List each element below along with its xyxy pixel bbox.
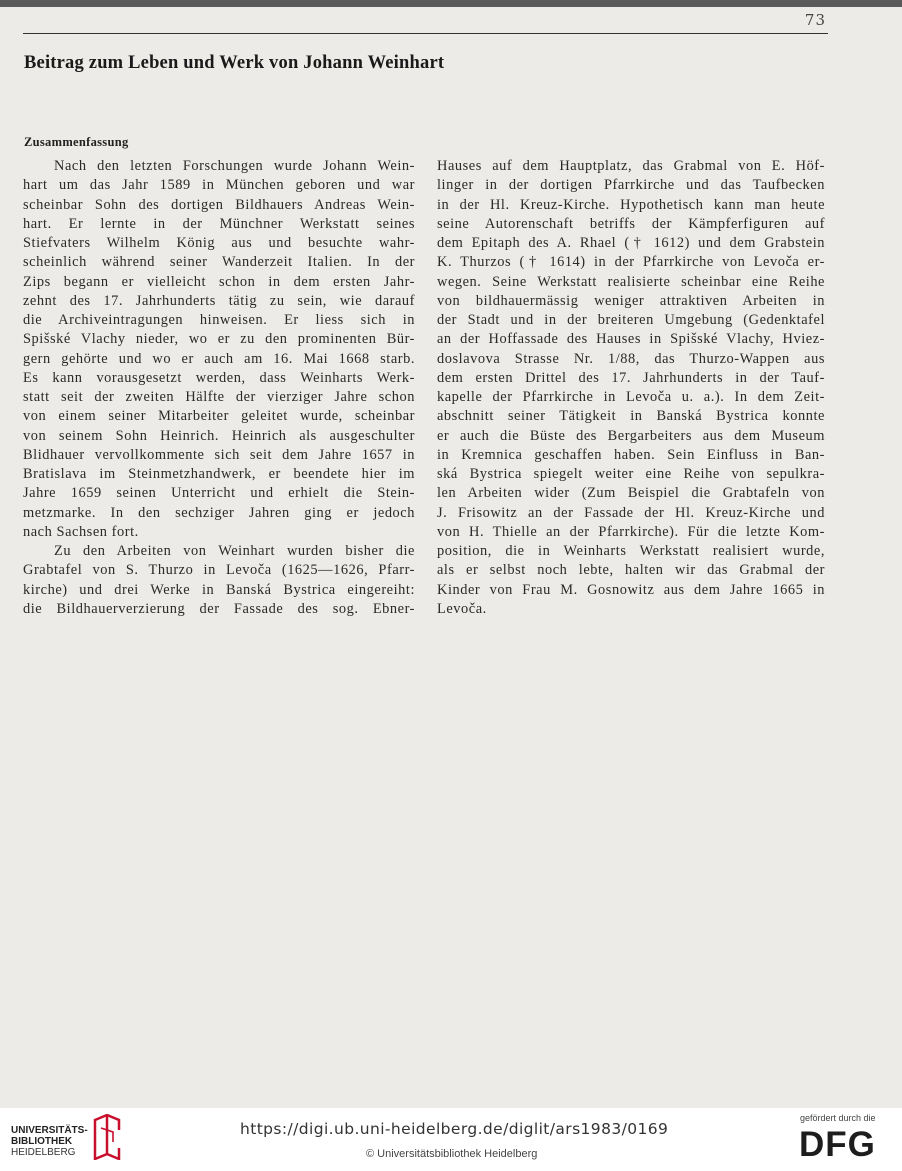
dfg-caption: gefördert durch die	[800, 1113, 876, 1123]
text-line: wegen. Seine Werkstatt realisierte scheinbar eine Reihe	[437, 273, 825, 290]
text-line: von seinem Sohn Heinrich. Heinrich als ausgeschulter	[23, 427, 415, 444]
text-line: Hauses auf dem Hauptplatz, das Grabmal von E. Höf-	[437, 158, 825, 174]
library-emblem-icon	[91, 1114, 127, 1160]
text-line: die Bildhauerverzierung der Fassade des sog. Ebner-	[23, 600, 415, 617]
text-line: nach Sachsen fort.	[23, 523, 139, 540]
text-line: statt seit der zweiten Hälfte der vierziger Jahre schon	[23, 389, 415, 405]
permalink-url[interactable]: https://digi.ub.uni-heidelberg.de/diglit/ars1983/0169	[240, 1120, 669, 1138]
footer-bar	[0, 1108, 902, 1171]
copyright-notice: © Universitätsbibliothek Heidelberg	[366, 1148, 538, 1160]
text-line: K. Thurzos († 1614) in der Pfarrkirche von Levoča er-	[437, 254, 825, 271]
text-line: Grabtafel von S. Thurzo in Levoča (1625—1626, Pfarr-	[23, 562, 415, 579]
text-line: die Archiveintragungen hinweisen. Er liess sich in	[23, 312, 415, 328]
header-rule	[23, 33, 828, 34]
text-line: in der Hl. Kreuz-Kirche. Hypothetisch kann man heute	[437, 196, 825, 213]
university-library-logo[interactable]	[11, 1111, 131, 1163]
text-line: kirche) und drei Werke in Banská Bystrica eingereiht:	[23, 581, 415, 598]
page-number: 73	[804, 11, 826, 29]
text-line: in Kremnica geschaffen haben. Sein Einfluss in Ban-	[437, 446, 825, 463]
text-line: doslavova Strasse Nr. 1/88, das Thurzo-Wappen aus	[437, 350, 825, 367]
text-line: len Arbeiten wider (Zum Beispiel die Grabtafeln von	[437, 485, 825, 502]
section-heading: Zusammenfassung	[24, 135, 129, 149]
text-line: ská Bystrica spiegelt weiter eine Reihe von sepulkra-	[437, 466, 825, 482]
dfg-logo: DFG	[799, 1125, 876, 1164]
text-line: metzmarke. In den sechziger Jahren ging er jedoch	[23, 504, 415, 521]
text-line: position, die in Weinharts Werkstatt realisiert wurde,	[437, 543, 825, 559]
text-line: Spišské Vlachy nieder, wo er zu den prominenten Bür-	[23, 331, 415, 348]
text-line: Jahre 1659 seinen Unterricht und erhielt die Stein-	[23, 485, 415, 502]
logo-line-3: HEIDELBERG	[11, 1147, 76, 1158]
top-bar	[0, 0, 902, 7]
text-line: gern gehörte und wo er auch am 16. Mai 1668 starb.	[23, 350, 415, 367]
text-line: Kinder von Frau M. Gosnowitz aus dem Jahre 1665 in	[437, 581, 825, 598]
text-line: der Stadt und in der breiteren Umgebung (Gedenktafel	[437, 312, 825, 328]
text-line: zehnt des 17. Jahrhunderts tätig zu sein, wie darauf	[23, 292, 415, 309]
article-title: Beitrag zum Leben und Werk von Johann Weinhart	[24, 53, 445, 73]
text-line: Es kann vorausgesetzt werden, dass Weinharts Werk-	[23, 369, 415, 386]
text-line: abschnitt seiner Tätigkeit in Banská Bystrica konnte	[437, 408, 825, 425]
text-line: linger in der dortigen Pfarrkirche und das Taufbecken	[437, 177, 825, 194]
logo-line-2: BIBLIOTHEK	[11, 1136, 73, 1147]
text-line: dem Epitaph des A. Rhael († 1612) und dem Grabstein	[437, 235, 825, 251]
text-line: scheinbar Sohn des dortigen Bildhauers Andreas Wein-	[23, 196, 415, 213]
text-line: hart. Er lernte in der Münchner Werkstatt seines	[23, 215, 415, 232]
text-line: von einem seiner Mitarbeiter geleitet wurde, scheinbar	[23, 408, 415, 425]
text-line: er auch die Büste des Bergarbeiters aus dem Museum	[437, 427, 825, 444]
paragraph-1	[23, 157, 415, 542]
dfg-logo-block[interactable]	[796, 1111, 896, 1167]
text-line: von bildhauermässig weniger attraktiven Arbeiten in	[437, 292, 825, 309]
text-line: Zips begann er vielleicht schon in dem ersten Jahr-	[23, 273, 415, 290]
logo-line-1: UNIVERSITÄTS-	[11, 1125, 88, 1136]
text-line: Bratislava im Steinmetzhandwerk, er beendete hier im	[23, 466, 415, 482]
text-line: kapelle der Pfarrkirche in Levoča u. a.). In dem Zeit-	[437, 389, 825, 405]
text-line: von H. Thielle an der Pfarrkirche). Für die letzte Kom-	[437, 523, 825, 540]
text-line: scheinlich während seiner Wanderzeit Italien. In der	[23, 254, 415, 271]
left-column	[23, 157, 415, 619]
text-line: hart um das Jahr 1589 in München geboren und war	[23, 177, 415, 194]
text-line: Zu den Arbeiten von Weinhart wurden bisher die	[54, 543, 415, 559]
text-line: seine Autorenschaft betriffs der Kämpferfiguren auf	[437, 215, 825, 232]
text-line: Blidhauer vervollkommente sich seit dem Jahre 1657 in	[23, 446, 415, 463]
text-line: Levoča.	[437, 600, 487, 617]
paragraph-2	[23, 542, 415, 619]
text-line: J. Frisowitz an der Fassade der Hl. Kreuz-Kirche und	[437, 504, 825, 521]
right-column	[437, 157, 825, 619]
text-line: an der Hoffassade des Hauses in Spišské Vlachy, Hviez-	[437, 331, 825, 348]
text-line: Stiefvaters Wilhelm König aus und besuchte wahr-	[23, 235, 415, 251]
text-line: als er selbst noch lebte, halten wir das Grabmal der	[437, 562, 825, 579]
text-line: Nach den letzten Forschungen wurde Johann Wein-	[54, 158, 415, 174]
text-line: dem ersten Drittel des 17. Jahrhunderts in der Tauf-	[437, 369, 825, 386]
